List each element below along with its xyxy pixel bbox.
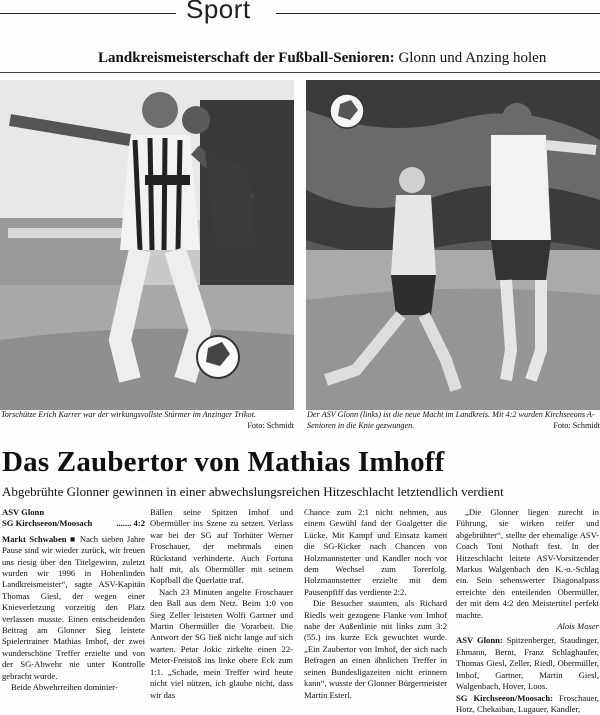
lineup-label: ASV Glonn: <box>456 635 503 645</box>
photo-caption-text-2: Der ASV Glonn (links) ist die neue Macht im Landkreis. Mit 4:2 wurden Kirchseeons A-Senioren in die Knie gezwungen. <box>307 410 595 430</box>
section-rule-left <box>0 13 176 14</box>
lineup-label: SG Kirchseeon/Moosach: <box>456 693 553 703</box>
result-team2: SG Kirchseeon/Moosach <box>2 518 92 529</box>
lineup-players: Spitzenberger, Staudinger, Ehmann, Bernt, Franz Schlaghaufer, Thomas Giesl, Zeller, Riedl, Obermüller, Imhof, Gartner, Martin Giesl, Walgenbach, Hover, Loos. <box>456 635 599 691</box>
lineup-kirchseeon <box>456 693 599 715</box>
photo-glonn <box>306 80 600 410</box>
article-author: Alois Moser <box>456 621 599 632</box>
photo-credit-2: Foto: Schmidt <box>553 421 600 432</box>
lineup-glonn <box>456 635 599 692</box>
article-headline: Das Zaubertor von Mathias Imhoff <box>2 446 445 479</box>
dateline-square-icon: ■ <box>70 534 76 544</box>
section-title: Sport <box>186 0 251 25</box>
article-text: Nach sieben Jahre Pause sind wir wieder zurück, wir freuen uns riesig über den Titelgewinn, zuletzt wurden wir 1996 in Hohenlinden Landkreismeister“, sagte ASV-Kapitän Thomas Giesl, der wegen einer Knieverletzung vorzeitig den Platz verlassen musste. Einen entscheidenden Beitrag am Glonner Sieg leistete Spielertrainer Mathias Imhof, der zwei wunderschöne Treffer erzielte und von der SG-Abwehr nie unter Kontrolle gebracht wurde. <box>2 534 145 681</box>
headline-rule <box>0 72 600 73</box>
article-paragraph: Bällen seine Spitzen Imhof und Obermüller ins Szene zu setzen. Verlass war bei der SG auf Torhüter Werner Froschauer, der mehrmals einen Rückstand verhinderte. Auch Fortuna half mit, als Obermüller mit seinem Kopfball die Querlatte traf. <box>150 507 293 587</box>
article-paragraph <box>2 534 145 682</box>
result-score-value: 4:2 <box>134 518 145 528</box>
dateline: Markt Schwaben <box>2 534 67 544</box>
photo-karrer <box>0 80 294 410</box>
article-column-3 <box>304 507 447 701</box>
article-column-4 <box>456 507 599 715</box>
photo-caption-text-1: Torschütze Erich Karrer war der wirkungsvollste Stürmer im Anzinger Trikot. <box>1 410 256 419</box>
top-headline-rest: Glonn und Anzing holen <box>398 50 546 66</box>
article-paragraph: Die Besucher staunten, als Richard Riedls weit gezogene Flanke von Imhof nahe der Außenlinie mit links zum 3:2 (55.) ins kurze Eck gewuchtet wurde. „Ein Zaubertor von Imhof, der sich nach Befragen an einen ähnlichen Treffer in seinen Bundesligazeiten nicht erinnern kann“, wusste der Glonner Bürgermeister Martin Esterl. <box>304 598 447 701</box>
result-team1: ASV Glonn <box>2 507 145 518</box>
article-paragraph: Beide Abwehrreihen dominier- <box>2 682 145 693</box>
article-column-2 <box>150 507 293 701</box>
result-score: ....... 4:2 <box>116 518 145 529</box>
photo-caption-2 <box>307 410 600 431</box>
photo-credit-1: Foto: Schmidt <box>247 421 294 432</box>
section-rule-right <box>276 13 600 14</box>
top-headline-bold: Landkreismeisterschaft der Fußball-Senioren: <box>98 50 395 66</box>
article-paragraph: Nach 23 Minuten angelte Froschauer den Ball aus dem Netz. Beim 1:0 von Sieg Zeller leisteten Wolfi Gartner und Martin Obermüller die Vorarbeit. Die Antwort der SG ließ nicht lange auf sich warten. Petar Jokic zirkelte einen 22-Meter-Freistoß ins linke obere Eck zum 1:1. „Schade, mein Treffer wird heute nicht viel nützen, ich glaube nicht, dass wir das <box>150 587 293 701</box>
lineup-players: Froschauer, Hotz, Chekaiban, Lugauer, Kandler, <box>456 693 599 714</box>
photo-caption-1 <box>1 410 294 431</box>
result-line <box>2 518 145 529</box>
top-headline <box>98 50 546 67</box>
section-header <box>0 0 600 30</box>
article-paragraph: Chance zum 2:1 nicht nehmen, aus einem Gewühl fand der Goalgetter die Lücke. Mit Kampf und Einsatz kamen die SG-Kicker nach Chancen von Holzmannstetter und Kandler noch vor dem Wechsel zum Torerfolg. Holzmannstetter erzielte mit dem Pausenpfiff das verdiente 2:2. <box>304 507 447 598</box>
article-column-1 <box>2 507 145 694</box>
article-subheadline: Abgebrühte Glonner gewinnen in einer abwechslungsreichen Hitzeschlacht letztendlich verdient <box>2 484 504 500</box>
article-paragraph: „Die Glonner liegen zurecht in Führung, sie wirken reifer und abgebrühter“, stellte der ehemalige ASV-Coach Toni Nothaft fest. In der Hitzeschlacht leitete ASV-Vorsitzender Markus Walgenbach den K.-o.-Schlag ein. Sein sehenswerter Diagonalpass erreichte den enteilenden Obermüller, der mit dem 4:2 den Meistertitel perfekt machte. <box>456 507 599 621</box>
